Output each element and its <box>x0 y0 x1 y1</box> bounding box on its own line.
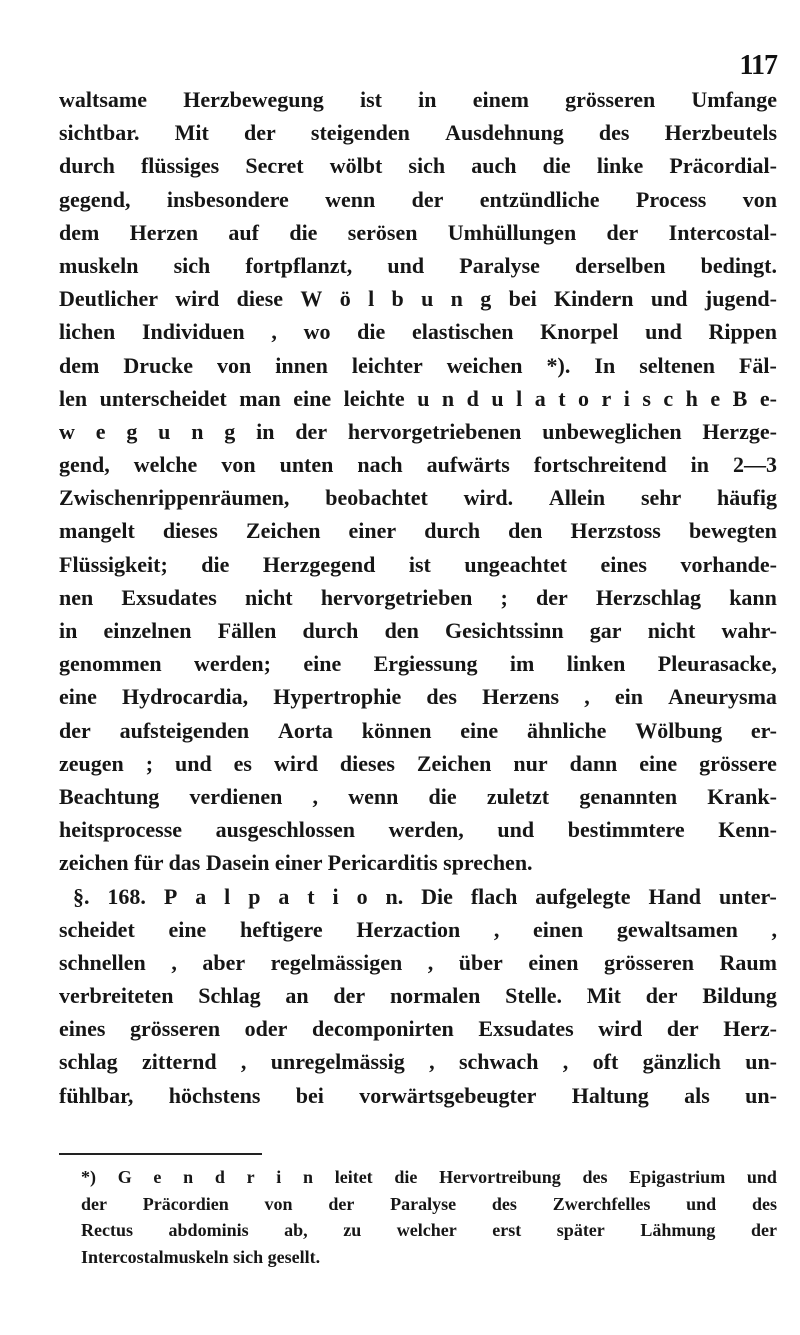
text-line: durch flüssiges Secret wölbt sich auch die linke Präcordial- <box>59 153 777 179</box>
text-line: schlag zitternd , unregelmässig , schwach , oft gänzlich un- <box>59 1049 777 1075</box>
text-line: gegend, insbesondere wenn der entzündliche Process von <box>59 186 777 212</box>
footnote <box>59 1164 777 1270</box>
footnote-line: *) G e n d r i n leitet die Hervortreibung des Epigastrium und <box>81 1167 777 1187</box>
paragraph-end-line: zeichen für das Dasein einer Pericarditis sprechen. <box>59 850 533 876</box>
text-line: sichtbar. Mit der steigenden Ausdehnung des Herzbeutels <box>59 120 777 146</box>
text-line: Beachtung verdienen , wenn die zuletzt genannten Krank- <box>59 783 777 809</box>
text-line: nen Exsudates nicht hervorgetrieben ; der Herzschlag kann <box>59 584 777 610</box>
text-line: Zwischenrippenräumen, beobachtet wird. Allein sehr häufig <box>59 485 777 511</box>
footnote-rule <box>59 1153 262 1155</box>
text-line: genommen werden; eine Ergiessung im linken Pleurasacke, <box>59 651 777 677</box>
text-line: waltsame Herzbewegung ist in einem grösseren Umfange <box>59 87 777 112</box>
text-line: der aufsteigenden Aorta können eine ähnliche Wölbung er- <box>59 717 777 743</box>
text-line: verbreiteten Schlag an der normalen Stelle. Mit der Bildung <box>59 983 777 1009</box>
text-line: Flüssigkeit; die Herzgegend ist ungeachtet eines vorhande- <box>59 551 777 577</box>
text-line: lichen Individuen , wo die elastischen Knorpel und Rippen <box>59 319 777 345</box>
page-number: 117 <box>739 50 777 81</box>
footnote-line: der Präcordien von der Paralyse des Zwerchfelles und des <box>81 1193 777 1214</box>
text-line: dem Herzen auf die serösen Umhüllungen der Intercostal- <box>59 219 777 245</box>
section-heading-line: §. 168. P a l p a t i o n. Die flach aufgelegte Hand unter- <box>73 883 777 909</box>
body-text <box>59 83 777 1112</box>
text-line: eine Hydrocardia, Hypertrophie des Herzens , ein Aneurysma <box>59 684 777 710</box>
text-line: scheidet eine heftigere Herzaction , einen gewaltsamen , <box>59 916 777 942</box>
footnote-line: Intercostalmuskeln sich gesellt. <box>81 1246 321 1267</box>
text-line: heitsprocesse ausgeschlossen werden, und bestimmtere Kenn- <box>59 817 777 843</box>
text-line: w e g u n g in der hervorgetriebenen unbeweglichen Herzge- <box>59 418 777 444</box>
text-line: len unterscheidet man eine leichte u n d u l a t o r i s c h e B e- <box>59 385 777 411</box>
text-line: dem Drucke von innen leichter weichen *). In seltenen Fäl- <box>59 352 777 378</box>
text-line: in einzelnen Fällen durch den Gesichtssinn gar nicht wahr- <box>59 618 777 643</box>
text-line: eines grösseren oder decomponirten Exsudates wird der Herz- <box>59 1016 777 1042</box>
text-line: mangelt dieses Zeichen einer durch den Herzstoss bewegten <box>59 518 777 544</box>
text-line: muskeln sich fortpflanzt, und Paralyse derselben bedingt. <box>59 252 777 278</box>
text-line: schnellen , aber regelmässigen , über einen grösseren Raum <box>59 949 777 975</box>
text-line: Deutlicher wird diese W ö l b u n g bei Kindern und jugend- <box>59 286 777 312</box>
footnote-line: Rectus abdominis ab, zu welcher erst später Lähmung der <box>81 1220 777 1240</box>
text-line: gend, welche von unten nach aufwärts fortschreitend in 2—3 <box>59 452 777 478</box>
text-line: fühlbar, höchstens bei vorwärtsgebeugter Haltung als un- <box>59 1082 777 1108</box>
text-line: zeugen ; und es wird dieses Zeichen nur dann eine grössere <box>59 750 777 776</box>
